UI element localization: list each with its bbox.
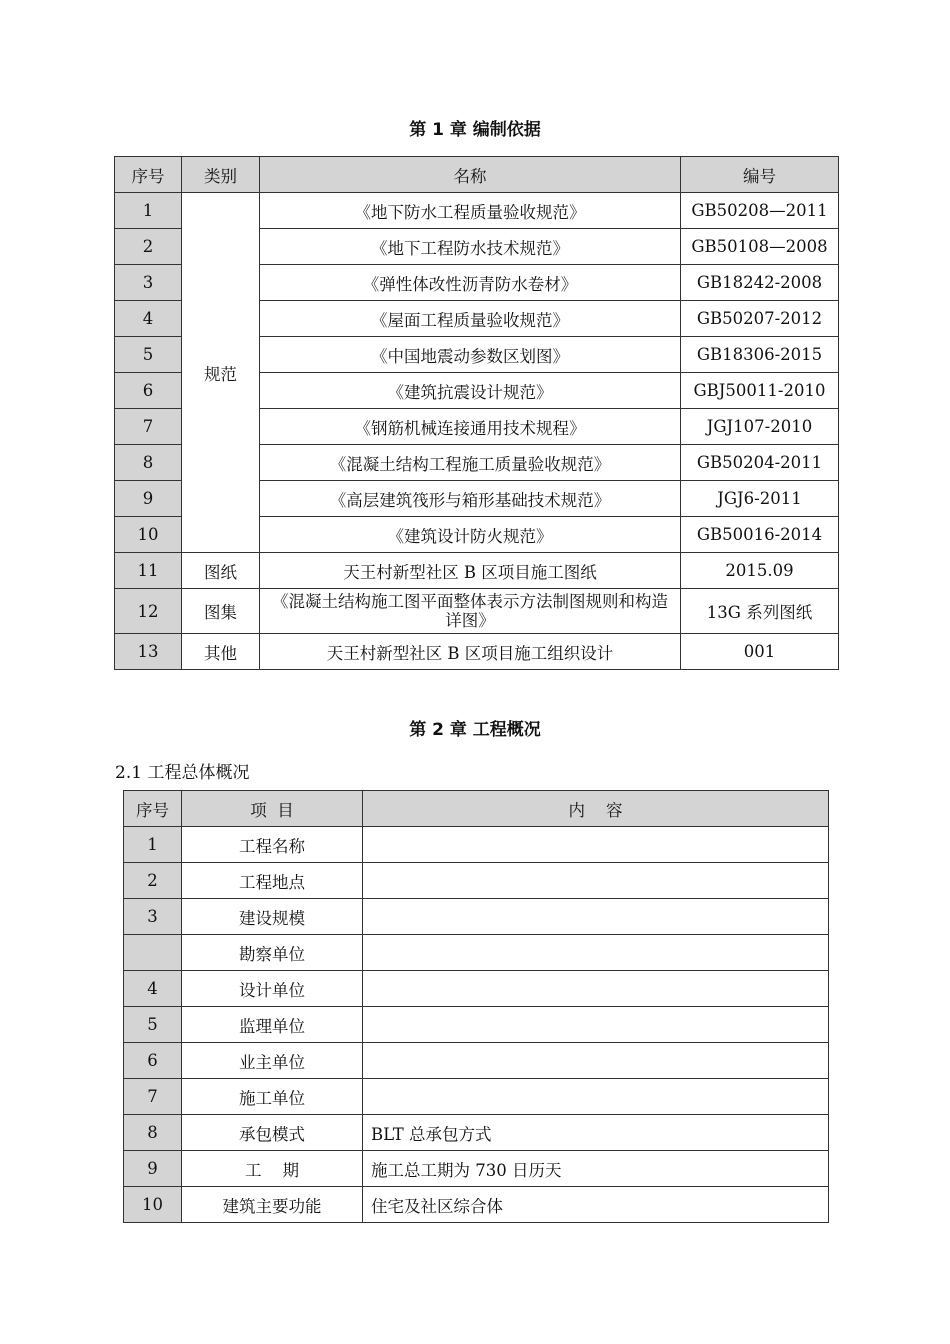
row-code: GB50204-2011: [681, 445, 839, 481]
table-row: [124, 1151, 829, 1187]
table-row: [115, 553, 839, 589]
row-no: 9: [124, 1151, 182, 1187]
row-item: 业主单位: [182, 1043, 363, 1079]
row-no: 10: [124, 1187, 182, 1223]
table-row: [115, 193, 839, 229]
row-content: [363, 935, 829, 971]
basis-table: [114, 156, 839, 670]
row-category: 图纸: [182, 553, 260, 589]
row-code: GB18242-2008: [681, 265, 839, 301]
row-name: 天王村新型社区 B 区项目施工组织设计: [260, 634, 681, 670]
header-no: 序号: [115, 157, 182, 193]
row-name: 《地下防水工程质量验收规范》: [260, 193, 681, 229]
row-code: GB50207-2012: [681, 301, 839, 337]
row-no: 7: [124, 1079, 182, 1115]
row-name: 《建筑设计防火规范》: [260, 517, 681, 553]
header-category: 类别: [182, 157, 260, 193]
table-row: [124, 1007, 829, 1043]
row-no: 11: [115, 553, 182, 589]
row-no: [124, 935, 182, 971]
row-code: JGJ107-2010: [681, 409, 839, 445]
row-content: [363, 899, 829, 935]
row-item: 勘察单位: [182, 935, 363, 971]
category-cell: 规范: [182, 193, 260, 553]
row-name: 《混凝土结构工程施工质量验收规范》: [260, 445, 681, 481]
row-code: GB50016-2014: [681, 517, 839, 553]
row-no: 8: [115, 445, 182, 481]
table-row: [124, 1043, 829, 1079]
row-name: 《混凝土结构施工图平面整体表示方法制图规则和构造详图》: [260, 589, 681, 634]
overview-table: [123, 790, 829, 1223]
table-row: [124, 971, 829, 1007]
table-row: [124, 1079, 829, 1115]
row-no: 5: [124, 1007, 182, 1043]
row-item: 工 期: [182, 1151, 363, 1187]
row-no: 5: [115, 337, 182, 373]
row-no: 6: [115, 373, 182, 409]
row-no: 10: [115, 517, 182, 553]
row-name: 《屋面工程质量验收规范》: [260, 301, 681, 337]
header-no: 序号: [124, 791, 182, 827]
row-name: 《建筑抗震设计规范》: [260, 373, 681, 409]
row-item: 监理单位: [182, 1007, 363, 1043]
row-category: 图集: [182, 589, 260, 634]
header-name: 名称: [260, 157, 681, 193]
row-code: GB50108—2008: [681, 229, 839, 265]
row-no: 12: [115, 589, 182, 634]
header-item: 项 目: [182, 791, 363, 827]
table-row: [124, 899, 829, 935]
row-no: 9: [115, 481, 182, 517]
row-no: 7: [115, 409, 182, 445]
row-code: 13G 系列图纸: [681, 589, 839, 634]
row-content: BLT 总承包方式: [363, 1115, 829, 1151]
header-content: 内 容: [363, 791, 829, 827]
row-item: 工程名称: [182, 827, 363, 863]
row-item: 建筑主要功能: [182, 1187, 363, 1223]
table-header-row: [124, 791, 829, 827]
table-row: [124, 935, 829, 971]
table-row: [124, 827, 829, 863]
row-no: 1: [115, 193, 182, 229]
section-2-1-title: 2.1 工程总体概况: [115, 763, 250, 783]
row-code: 2015.09: [681, 553, 839, 589]
row-code: JGJ6-2011: [681, 481, 839, 517]
row-item: 承包模式: [182, 1115, 363, 1151]
row-content: [363, 971, 829, 1007]
chapter-1-title: 第 1 章 编制依据: [409, 120, 541, 140]
row-no: 8: [124, 1115, 182, 1151]
row-content: [363, 1043, 829, 1079]
row-no: 6: [124, 1043, 182, 1079]
row-item: 建设规模: [182, 899, 363, 935]
row-name: 《地下工程防水技术规范》: [260, 229, 681, 265]
row-code: 001: [681, 634, 839, 670]
row-code: GB18306-2015: [681, 337, 839, 373]
row-content: 施工总工期为 730 日历天: [363, 1151, 829, 1187]
table-row: [124, 863, 829, 899]
chapter-2-title: 第 2 章 工程概况: [409, 720, 541, 740]
row-content: 住宅及社区综合体: [363, 1187, 829, 1223]
row-no: 3: [124, 899, 182, 935]
row-name: 《中国地震动参数区划图》: [260, 337, 681, 373]
row-name: 天王村新型社区 B 区项目施工图纸: [260, 553, 681, 589]
row-content: [363, 1007, 829, 1043]
row-content: [363, 1079, 829, 1115]
row-no: 3: [115, 265, 182, 301]
table-row: [115, 589, 839, 634]
table-row: [124, 1187, 829, 1223]
row-no: 2: [115, 229, 182, 265]
row-no: 2: [124, 863, 182, 899]
row-name: 《钢筋机械连接通用技术规程》: [260, 409, 681, 445]
table-row: [115, 634, 839, 670]
table-row: [124, 1115, 829, 1151]
row-name: 《弹性体改性沥青防水卷材》: [260, 265, 681, 301]
row-no: 4: [124, 971, 182, 1007]
row-item: 施工单位: [182, 1079, 363, 1115]
row-code: GBJ50011-2010: [681, 373, 839, 409]
row-no: 1: [124, 827, 182, 863]
row-name: 《高层建筑筏形与箱形基础技术规范》: [260, 481, 681, 517]
row-content: [363, 827, 829, 863]
row-content: [363, 863, 829, 899]
row-no: 4: [115, 301, 182, 337]
row-category: 其他: [182, 634, 260, 670]
row-no: 13: [115, 634, 182, 670]
row-item: 工程地点: [182, 863, 363, 899]
table-header-row: [115, 157, 839, 193]
header-code: 编号: [681, 157, 839, 193]
row-code: GB50208—2011: [681, 193, 839, 229]
row-item: 设计单位: [182, 971, 363, 1007]
